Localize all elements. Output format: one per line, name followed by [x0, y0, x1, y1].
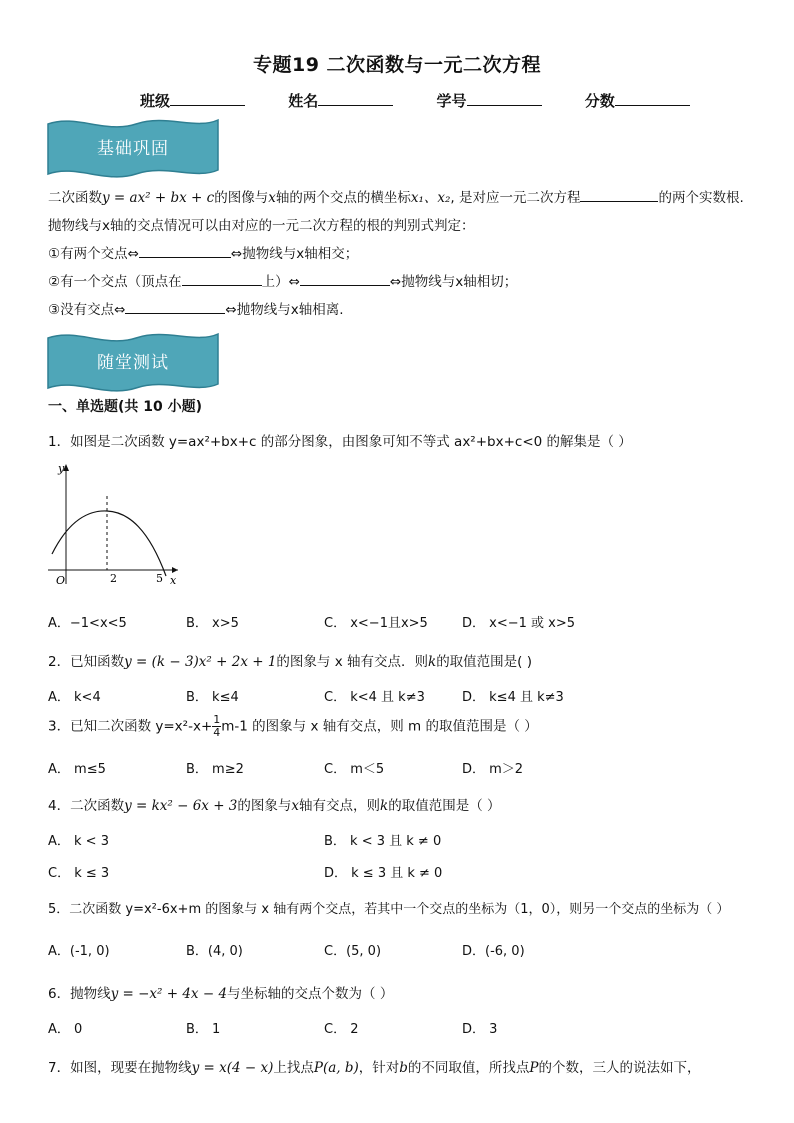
basics-line-3	[48, 242, 358, 262]
text-segment: 轴的两个交点的横坐标	[275, 190, 411, 206]
q5-option-c[interactable]: C．(5, 0)	[324, 944, 382, 959]
q2-option-b[interactable]: B． k≤4	[186, 690, 239, 705]
text-segment: 3．已知二次函数 y=x²-x+	[48, 718, 213, 735]
banner-quiz	[46, 330, 220, 392]
q5-option-a[interactable]: A．(-1, 0)	[48, 944, 110, 959]
parabola-graph	[44, 460, 184, 590]
text-segment: ，针对	[358, 1060, 400, 1076]
basics-line-5	[48, 298, 344, 318]
fraction-denominator: 4	[213, 726, 221, 739]
math-equation: y = (k − 3)x² + 2x + 1	[124, 654, 277, 670]
text-segment: 的个数，三人的说法如下，	[538, 1060, 701, 1076]
q6-option-a[interactable]: A． 0	[48, 1022, 83, 1037]
question-6-stem	[48, 982, 393, 1002]
text-segment: 上）⇔	[261, 274, 300, 290]
tick-5: 5	[156, 572, 163, 585]
q4-option-c[interactable]: C． k ≤ 3	[48, 866, 110, 881]
text-segment: ⇔抛物线与x轴相离.	[225, 302, 344, 318]
answer-blank[interactable]	[139, 244, 231, 258]
text-segment: 4．二次函数	[48, 798, 125, 814]
text-segment: 的图像与	[214, 190, 269, 206]
q4-option-b[interactable]: B． k < 3 且 k ≠ 0	[324, 834, 442, 849]
answer-blank[interactable]	[300, 272, 390, 286]
x-axis-label: x	[170, 574, 177, 587]
banner-basics-label: 基础巩固	[97, 139, 169, 159]
q1-option-b[interactable]: B． x>5	[186, 616, 239, 631]
text-segment: 与坐标轴的交点个数为（ ）	[227, 986, 394, 1002]
tick-2: 2	[110, 572, 117, 585]
answer-blank[interactable]	[182, 272, 262, 286]
text-segment: 6．抛物线	[48, 986, 111, 1002]
text-segment: ⇔抛物线与x轴相交；	[230, 246, 359, 262]
math-equation: y = kx² − 6x + 3	[124, 798, 238, 814]
parabola-curve	[52, 511, 166, 576]
q3-option-c[interactable]: C． m＜5	[324, 762, 385, 777]
q3-option-b[interactable]: B． m≥2	[186, 762, 244, 777]
text-segment: 7．如图，现要在抛物线	[48, 1060, 192, 1076]
math-equation: y = ax² + bx + c	[102, 190, 215, 206]
fraction-numerator: 1	[213, 713, 221, 726]
q5-option-b[interactable]: B．(4, 0)	[186, 944, 243, 959]
q6-option-b[interactable]: B． 1	[186, 1022, 221, 1037]
basics-line-4	[48, 270, 517, 290]
score-blank[interactable]	[615, 91, 690, 106]
section-heading: 一、单选题(共 10 小题)	[48, 399, 203, 415]
text-segment: 的图象与 x 轴有交点．则	[276, 654, 428, 670]
q6-option-c[interactable]: C． 2	[324, 1022, 359, 1037]
text-segment: 2．已知函数	[48, 654, 125, 670]
text-segment: 的取值范围是( )	[436, 654, 533, 670]
name-blank[interactable]	[318, 91, 393, 106]
q2-option-d[interactable]: D． k≤4 且 k≠3	[462, 690, 564, 705]
math-equation: y = −x² + 4x − 4	[110, 986, 228, 1002]
question-4-stem	[48, 794, 501, 814]
text-segment: m-1 的图象与 x 轴有交点，则 m 的取值范围是（ ）	[221, 718, 538, 735]
text-segment: 的取值范围是（ ）	[388, 798, 501, 814]
q3-option-d[interactable]: D． m＞2	[462, 762, 524, 777]
text-segment: 的不同取值，所找点	[407, 1060, 530, 1076]
math-var-x: x	[291, 798, 300, 814]
student-info-row	[140, 90, 728, 111]
math-var-p: P	[529, 1060, 539, 1076]
q1-option-a[interactable]: A．−1<x<5	[48, 616, 127, 631]
banner-basics	[46, 116, 220, 178]
q6-option-d[interactable]: D． 3	[462, 1022, 498, 1037]
answer-blank[interactable]	[580, 188, 658, 202]
answer-blank[interactable]	[125, 300, 225, 314]
text-segment: 上找点	[273, 1060, 314, 1076]
text-segment: 轴有交点，则	[299, 798, 381, 814]
class-label: 班级	[140, 92, 171, 110]
text-segment: ⇔抛物线与x轴相切；	[389, 274, 518, 290]
id-label: 学号	[436, 92, 467, 110]
q2-option-c[interactable]: C． k<4 且 k≠3	[324, 690, 425, 705]
math-var-k: k	[428, 654, 437, 670]
fraction	[212, 714, 221, 739]
id-blank[interactable]	[467, 91, 542, 106]
text-segment: 的图象与	[237, 798, 292, 814]
text-segment: 二次函数	[48, 190, 102, 206]
question-1-stem: 1．如图是二次函数 y=ax²+bx+c 的部分图象，由图象可知不等式 ax²+bx+c<0 的解集是（ ）	[48, 434, 632, 450]
x-axis-arrow	[172, 567, 178, 573]
q1-option-c[interactable]: C． x<−1且x>5	[324, 616, 428, 631]
math-equation: y = x(4 − x)	[191, 1060, 274, 1076]
banner-quiz-label: 随堂测试	[97, 353, 169, 373]
math-var-k: k	[380, 798, 389, 814]
question-2-stem	[48, 650, 532, 670]
question-5-stem: 5．二次函数 y=x²-6x+m 的图象与 x 轴有两个交点，若其中一个交点的坐标为（1，0），则另一个交点的坐标为（ ）	[48, 902, 730, 917]
question-7-stem	[48, 1056, 701, 1076]
text-segment: 的两个实数根.	[658, 190, 744, 206]
text-segment: , 是对应一元二次方程	[450, 190, 581, 206]
text-segment: ①有两个交点⇔	[48, 246, 139, 262]
math-var-b: b	[399, 1060, 408, 1076]
math-roots: x₁、x₂	[410, 190, 451, 206]
page-title: 专题19 二次函数与一元二次方程	[252, 54, 542, 76]
q3-option-a[interactable]: A． m≤5	[48, 762, 106, 777]
math-var-x: x	[268, 190, 276, 206]
q4-option-a[interactable]: A． k < 3	[48, 834, 109, 849]
origin-label: O	[56, 574, 66, 587]
basics-line-1	[48, 186, 744, 206]
text-segment: ③没有交点⇔	[48, 302, 126, 318]
name-label: 姓名	[288, 92, 319, 110]
q1-option-d[interactable]: D． x<−1 或 x>5	[462, 616, 576, 631]
math-point: P(a, b)	[313, 1060, 359, 1076]
question-3-stem	[48, 714, 538, 739]
score-label: 分数	[584, 92, 615, 110]
q4-option-d[interactable]: D． k ≤ 3 且 k ≠ 0	[324, 866, 443, 881]
class-blank[interactable]	[170, 91, 245, 106]
text-segment: ②有一个交点（顶点在	[48, 274, 182, 290]
q2-option-a[interactable]: A． k<4	[48, 690, 101, 705]
q5-option-d[interactable]: D．(-6, 0)	[462, 944, 525, 959]
basics-line-2: 抛物线与x轴的交点情况可以由对应的一元二次方程的根的判别式判定：	[48, 218, 475, 234]
y-axis-label: y	[58, 462, 65, 475]
